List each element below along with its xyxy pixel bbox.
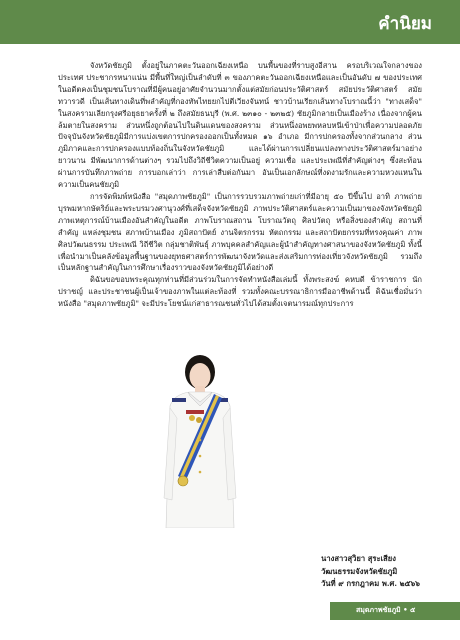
portrait-figure <box>150 348 250 528</box>
header-bar <box>0 0 460 44</box>
page-title: คำนิยม <box>378 14 432 34</box>
footer-page-label: สมุดภาพชัยภูมิ • ๕ <box>356 605 416 614</box>
signer-name: นางสาวสุวิยา สุระเสียง <box>321 554 396 563</box>
paragraph-2: การจัดพิมพ์หนังสือ "สมุดภาพชัยภูมิ" เป็นการรวบรวมภาพถ่ายเก่าที่มีอายุ ๕๐ ปีขึ้นไป อาทิ ภาพถ่ายบุรพมหากษัตริย์และพระบรมวงศานุวงศ์ที่เสด็จจังหวัดชัยภูมิ ภาพประวัติศาสตร์และความเป็นมาของจังหวัดชัยภูมิ ภาพเหตุการณ์บ้านเมืองอันสำคัญในอดีต ภาพโบราณสถาน โบราณวัตถุ ศิลปวัตถุ หรือสิ่งของสำคัญ สถานที่สำคัญ แหล่งชุมชน สภาพบ้านเมือง ภูมิสถาปัตย์ งานจิตรกรรม หัตถกรรม และสถาปัตยกรรมที่ทรงคุณค่า ภาพศิลปวัฒนธรรม ประเพณี วิถีชีวิต กลุ่มชาติพันธุ์ ภาพบุคคลสำคัญและผู้นำสำคัญทางศาสนาของจังหวัดชัยภูมิ ทั้งนี้ เพื่อนำมาเป็นคลังข้อมูลพื้นฐานของยุทธศาสตร์การพัฒนาจังหวัดและส่งเสริมการท่องเที่ยวจังหวัดชัยภูมิ รวมถึงเป็นหลักฐานสำคัญในการศึกษาเรื่องราวของจังหวัดชัยภูมิได้อย่างดี <box>58 191 422 273</box>
signer-position: วัฒนธรรมจังหวัดชัยภูมิ <box>321 566 398 576</box>
paragraph-3: ดิฉันขอขอบพระคุณทุกท่านที่มีส่วนร่วมในการจัดทำหนังสือเล่มนี้ ทั้งพระสงฆ์ คหบดี ข้าราชการ นักปราชญ์ และประชาชนผู้เป็นเจ้าของภาพในแต่ละท้องที่ รวมทั้งคณะบรรณาธิการมืออาชีพด้านนี้ ดิฉันเชื่อมั่นว่าหนังสือ "สมุดภาพชัยภูมิ" จะมีประโยชน์แก่สาธารณชนทั่วไปได้สมตั้งเจตนารมณ์ทุกประการ <box>58 275 422 309</box>
portrait-photo <box>150 348 250 528</box>
signature-date: วันที่ ๙ กรกฎาคม พ.ศ. ๒๕๖๖ <box>321 579 420 589</box>
foreword-body <box>58 60 422 310</box>
paragraph-1: จังหวัดชัยภูมิ ตั้งอยู่ในภาคตะวันออกเฉียงเหนือ บนพื้นของที่ราบสูงอีสาน ครอบริเวณใจกลางของประเทศ ประชากรหนาแน่น มีพื้นที่ใหญ่เป็นลำดับที่ ๓ ของภาคตะวันออกเฉียงเหนือและเป็นอันดับ ๗ ของประเทศ ในอดีตคงเป็นชุมชนโบราณที่มีผู้คนอยู่อาศัยจำนวนมากตั้งแต่สมัยก่อนประวัติศาสตร์ สมัยประวัติศาสตร์ สมัยทวารวดี เป็นเส้นทางเดินที่พลำคัญที่กองทัพไทยยกไปตีเวียงจันทน์ ชาวบ้านเรียกเส้นทางโบราณนี้ว่า "ทางเสด็จ" ในสงครามเลียกรุงศรีอยุธยาครั้งที่ ๒ ถึงสมัยธนบุรี (พ.ศ. ๒๓๑๐ - ๒๓๒๕) ชัยภูมิกลายเป็นเมืองร้าง เนื่องจากผู้คนล้มตายในสงคราม ส่วนหนึ่งถูกต้อนไปในดินแดนของสงคราม ส่วนหนึ่งอพยพหลบหนีเข้าป่าเพื่อความปลอดภัย ปัจจุบันจังหวัดชัยภูมิมีการแบ่งเขตการปกครองออกเป็นทั้งหมด ๑๖ อำเภอ มีการปกครองทั้งจากส่วนกลาง ส่วนภูมิภาคและการปกครองแบบท้องถิ่นในจังหวัดชัยภูมิ และได้ผ่านการเปลี่ยนแปลงทางประวัติศาสตร์มาอย่างยาวนาน มีพัฒนาการด้านต่างๆ รวมไปถึงวิถีชีวิตความเป็นอยู่ ความเชื่อ และประเพณีที่สำคัญต่างๆ ซึ่งสะท้อนผ่านการบันทึกภาพถ่าย การบอกเล่าว่า การเล่าสืบต่อกันมา อันเป็นเอกลักษณ์ที่งดงามรักและความหวงแหนในความเป็นคนชัยภูมิ <box>58 61 422 190</box>
signature-block <box>321 553 420 591</box>
